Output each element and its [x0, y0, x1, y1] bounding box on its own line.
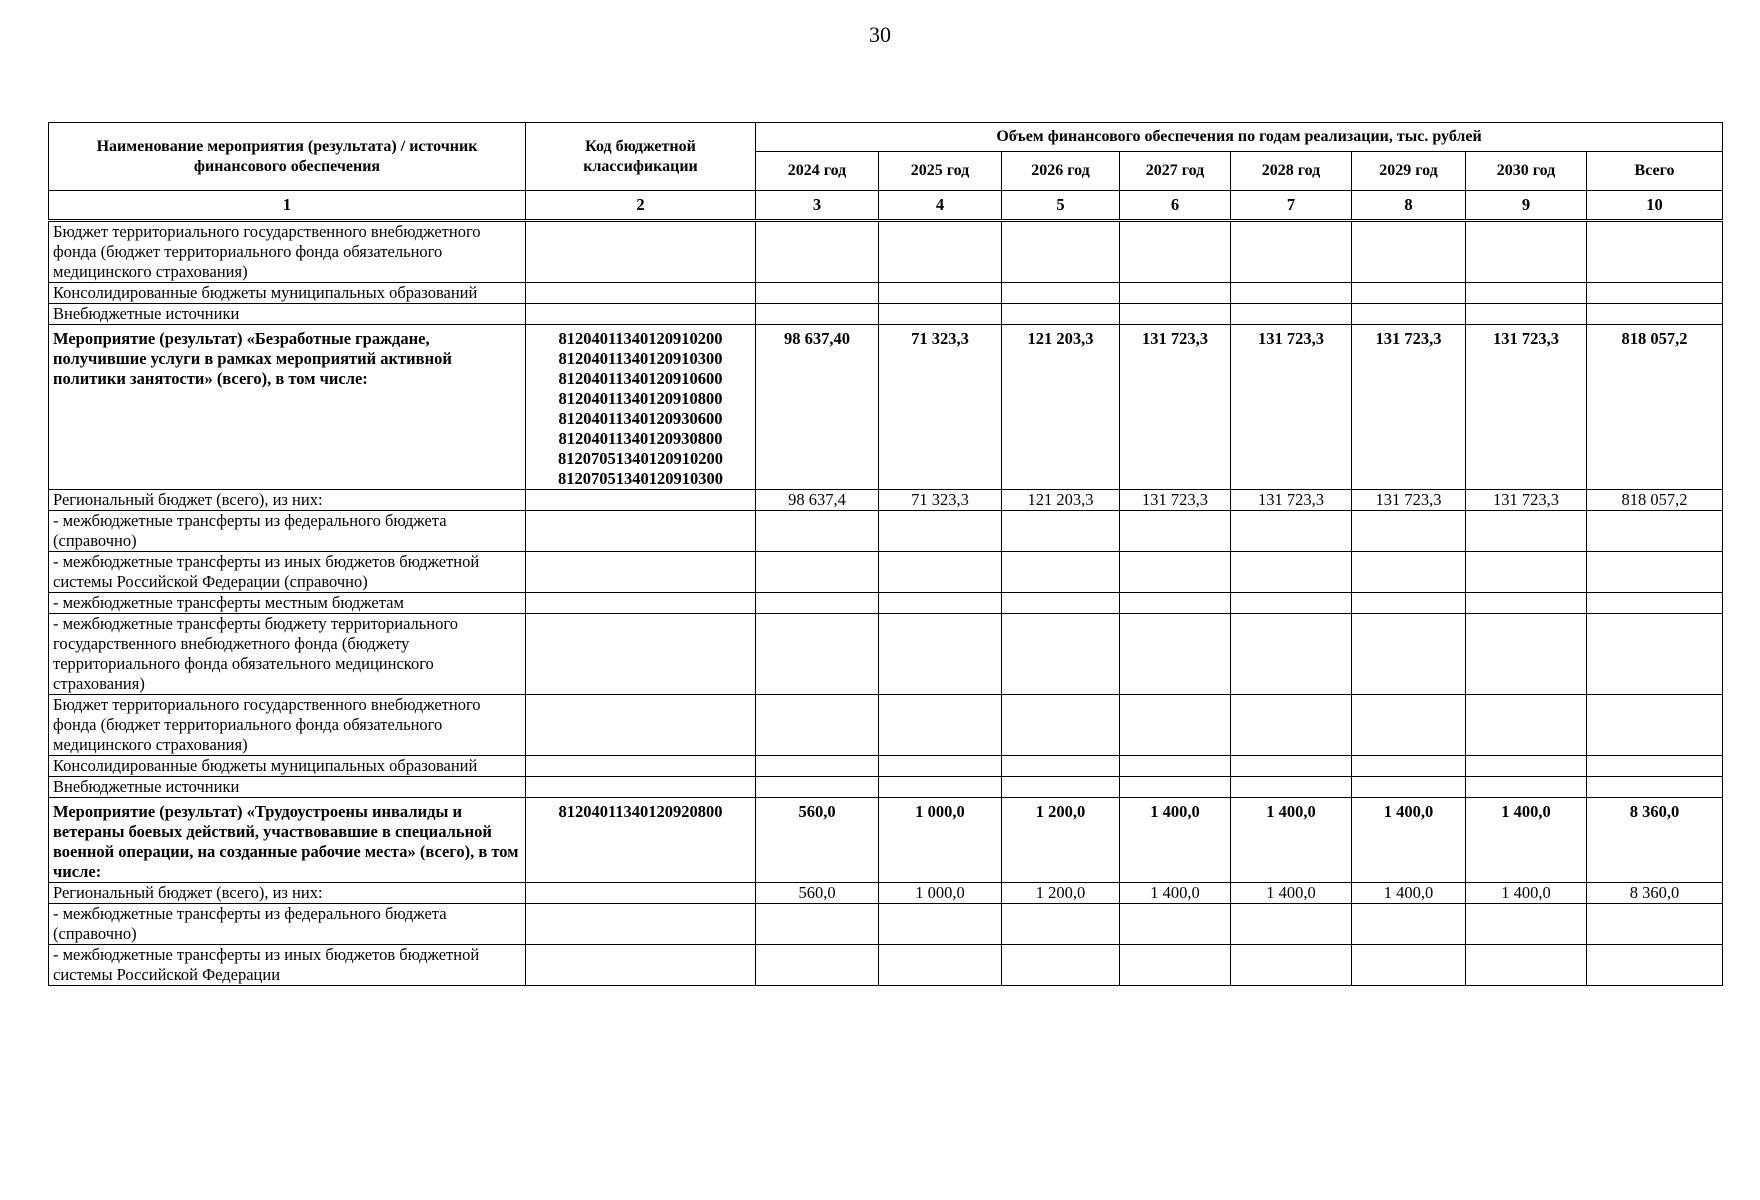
row-value [879, 593, 1002, 614]
column-number: 4 [879, 191, 1002, 221]
row-value [1120, 777, 1231, 798]
row-value: 560,0 [756, 798, 879, 883]
row-name: Консолидированные бюджеты муниципальных образований [49, 283, 526, 304]
row-value: 1 400,0 [1231, 883, 1352, 904]
row-value [1352, 511, 1466, 552]
row-name: - межбюджетные трансферты из иных бюджетов бюджетной системы Российской Федерации [49, 945, 526, 986]
row-value [1352, 283, 1466, 304]
row-value: 98 637,4 [756, 490, 879, 511]
row-code [526, 695, 756, 756]
header-year: 2026 год [1002, 152, 1120, 191]
row-value [1231, 945, 1352, 986]
row-code [526, 945, 756, 986]
row-value: 1 400,0 [1352, 798, 1466, 883]
header-year: 2030 год [1466, 152, 1587, 191]
row-value [1231, 777, 1352, 798]
row-value [756, 777, 879, 798]
table-row [49, 593, 1723, 614]
row-value: 131 723,3 [1120, 325, 1231, 490]
column-number: 3 [756, 191, 879, 221]
header-total: Всего [1587, 152, 1723, 191]
row-value [1002, 221, 1120, 283]
row-value [1120, 552, 1231, 593]
row-value [1002, 614, 1120, 695]
table-row [49, 904, 1723, 945]
row-value [1002, 945, 1120, 986]
financing-table [48, 122, 1723, 986]
row-name: - межбюджетные трансферты из федерального бюджета (справочно) [49, 511, 526, 552]
row-value [756, 304, 879, 325]
table-row [49, 511, 1723, 552]
row-value [1466, 777, 1587, 798]
row-value [1002, 552, 1120, 593]
row-code [526, 777, 756, 798]
row-value [1002, 304, 1120, 325]
row-value [879, 511, 1002, 552]
row-value [1231, 304, 1352, 325]
header-year: 2025 год [879, 152, 1002, 191]
column-numbers-row [49, 191, 1723, 221]
row-code [526, 221, 756, 283]
header-name: Наименование мероприятия (результата) / источник финансового обеспечения [49, 123, 526, 191]
row-name: Мероприятие (результат) «Безработные граждане, получившие услуги в рамках мероприятий активной политики занятости» (всего), в том числе: [49, 325, 526, 490]
row-value [1002, 756, 1120, 777]
row-code [526, 304, 756, 325]
row-value: 1 400,0 [1120, 798, 1231, 883]
measure-row [49, 325, 1723, 490]
row-code [526, 511, 756, 552]
row-value: 1 400,0 [1352, 883, 1466, 904]
row-name: - межбюджетные трансферты из федерального бюджета (справочно) [49, 904, 526, 945]
header-volume: Объем финансового обеспечения по годам реализации, тыс. рублей [756, 123, 1723, 152]
column-number: 9 [1466, 191, 1587, 221]
row-value [1352, 695, 1466, 756]
table-row [49, 283, 1723, 304]
row-value [1231, 283, 1352, 304]
column-number: 2 [526, 191, 756, 221]
row-value [1352, 304, 1466, 325]
row-value [1231, 695, 1352, 756]
row-value [756, 756, 879, 777]
row-total [1587, 614, 1723, 695]
row-value: 131 723,3 [1352, 325, 1466, 490]
row-value [1466, 756, 1587, 777]
table-row [49, 695, 1723, 756]
row-value [879, 304, 1002, 325]
header-year: 2024 год [756, 152, 879, 191]
measure-row [49, 798, 1723, 883]
row-total [1587, 593, 1723, 614]
table-row [49, 221, 1723, 283]
row-value [1466, 904, 1587, 945]
row-value: 1 400,0 [1466, 798, 1587, 883]
table-row [49, 552, 1723, 593]
row-value [756, 614, 879, 695]
row-value [879, 221, 1002, 283]
row-value [1120, 283, 1231, 304]
row-value [756, 904, 879, 945]
row-value: 1 000,0 [879, 798, 1002, 883]
row-value: 1 400,0 [1231, 798, 1352, 883]
table-row [49, 756, 1723, 777]
row-value: 98 637,40 [756, 325, 879, 490]
row-value: 131 723,3 [1231, 490, 1352, 511]
row-code [526, 283, 756, 304]
row-value [1352, 777, 1466, 798]
row-value: 131 723,3 [1466, 490, 1587, 511]
row-value [1120, 614, 1231, 695]
row-value: 560,0 [756, 883, 879, 904]
row-value [1466, 511, 1587, 552]
row-name: - межбюджетные трансферты местным бюджетам [49, 593, 526, 614]
row-value: 1 000,0 [879, 883, 1002, 904]
header-year: 2027 год [1120, 152, 1231, 191]
row-value [1231, 552, 1352, 593]
row-value: 1 200,0 [1002, 798, 1120, 883]
header-year: 2028 год [1231, 152, 1352, 191]
row-value [1002, 777, 1120, 798]
table-row [49, 777, 1723, 798]
row-name: - межбюджетные трансферты из иных бюджетов бюджетной системы Российской Федерации (справочно) [49, 552, 526, 593]
row-value [1231, 593, 1352, 614]
row-value [1352, 904, 1466, 945]
row-value: 131 723,3 [1352, 490, 1466, 511]
row-value [1120, 511, 1231, 552]
row-value [879, 945, 1002, 986]
page-number: 30 [869, 22, 891, 47]
table-row [49, 614, 1723, 695]
row-value [1231, 904, 1352, 945]
row-value [1352, 756, 1466, 777]
row-value [1231, 221, 1352, 283]
row-total [1587, 304, 1723, 325]
row-value [1002, 283, 1120, 304]
row-value [879, 695, 1002, 756]
header-year: 2029 год [1352, 152, 1466, 191]
row-value: 131 723,3 [1466, 325, 1587, 490]
row-value: 1 200,0 [1002, 883, 1120, 904]
row-value [756, 945, 879, 986]
row-value [756, 593, 879, 614]
row-code [526, 593, 756, 614]
column-number: 5 [1002, 191, 1120, 221]
row-value [1466, 283, 1587, 304]
row-total [1587, 511, 1723, 552]
row-value [756, 221, 879, 283]
table-row [49, 490, 1723, 511]
row-value [1231, 756, 1352, 777]
row-value [1466, 221, 1587, 283]
row-total: 8 360,0 [1587, 798, 1723, 883]
row-total [1587, 945, 1723, 986]
row-value [756, 283, 879, 304]
row-value [1120, 695, 1231, 756]
row-value: 1 400,0 [1120, 883, 1231, 904]
row-value: 131 723,3 [1120, 490, 1231, 511]
header-code: Код бюджетной классификации [526, 123, 756, 191]
row-total [1587, 283, 1723, 304]
row-name: Внебюджетные источники [49, 777, 526, 798]
row-value [1352, 945, 1466, 986]
row-total: 818 057,2 [1587, 325, 1723, 490]
row-code: 81204011340120920800 [526, 798, 756, 883]
row-value [756, 511, 879, 552]
row-value [1002, 695, 1120, 756]
row-value [1466, 593, 1587, 614]
row-total [1587, 777, 1723, 798]
row-value [879, 552, 1002, 593]
row-value [1120, 904, 1231, 945]
column-number: 1 [49, 191, 526, 221]
row-name: Бюджет территориального государственного внебюджетного фонда (бюджет территориального фонда обязательного медицинского страхования) [49, 695, 526, 756]
row-value [1352, 552, 1466, 593]
row-total [1587, 552, 1723, 593]
row-name: Региональный бюджет (всего), из них: [49, 883, 526, 904]
row-total: 8 360,0 [1587, 883, 1723, 904]
row-name: - межбюджетные трансферты бюджету территориального государственного внебюджетного фонда (бюджету территориального фонда обязательного медицинского страхования) [49, 614, 526, 695]
row-value: 71 323,3 [879, 325, 1002, 490]
table-row [49, 945, 1723, 986]
row-value [1120, 221, 1231, 283]
row-code [526, 756, 756, 777]
row-value [756, 552, 879, 593]
row-value [1466, 695, 1587, 756]
row-code [526, 883, 756, 904]
row-value [1120, 756, 1231, 777]
row-value [1352, 593, 1466, 614]
row-value [1120, 593, 1231, 614]
row-code [526, 614, 756, 695]
row-value: 121 203,3 [1002, 325, 1120, 490]
row-code [526, 552, 756, 593]
row-value: 121 203,3 [1002, 490, 1120, 511]
row-value [879, 756, 1002, 777]
row-value [1231, 614, 1352, 695]
row-value [879, 283, 1002, 304]
row-value [1466, 945, 1587, 986]
row-value [1352, 614, 1466, 695]
row-value [1352, 221, 1466, 283]
row-name: Консолидированные бюджеты муниципальных образований [49, 756, 526, 777]
row-name: Внебюджетные источники [49, 304, 526, 325]
row-name: Бюджет территориального государственного внебюджетного фонда (бюджет территориального фонда обязательного медицинского страхования) [49, 221, 526, 283]
column-number: 10 [1587, 191, 1723, 221]
row-value [1002, 904, 1120, 945]
row-value: 131 723,3 [1231, 325, 1352, 490]
row-code: 81204011340120910200 81204011340120910300 81204011340120910600 81204011340120910800 81204011340120930600 81204011340120930800 81207051340120910200 81207051340120910300 [526, 325, 756, 490]
row-total: 818 057,2 [1587, 490, 1723, 511]
column-number: 8 [1352, 191, 1466, 221]
row-value [756, 695, 879, 756]
row-total [1587, 221, 1723, 283]
row-name: Мероприятие (результат) «Трудоустроены инвалиды и ветераны боевых действий, участвовавшие в специальной военной операции, на созданные рабочие места» (всего), в том числе: [49, 798, 526, 883]
row-value [1002, 593, 1120, 614]
row-value [1231, 511, 1352, 552]
row-value [1466, 304, 1587, 325]
column-number: 7 [1231, 191, 1352, 221]
row-value [879, 904, 1002, 945]
row-value [1466, 614, 1587, 695]
row-value [1120, 945, 1231, 986]
row-value [1466, 552, 1587, 593]
row-total [1587, 695, 1723, 756]
row-total [1587, 904, 1723, 945]
table-row [49, 304, 1723, 325]
row-value: 1 400,0 [1466, 883, 1587, 904]
row-value [879, 777, 1002, 798]
row-value [1002, 511, 1120, 552]
column-number: 6 [1120, 191, 1231, 221]
row-name: Региональный бюджет (всего), из них: [49, 490, 526, 511]
row-value [1120, 304, 1231, 325]
table-row [49, 883, 1723, 904]
row-code [526, 904, 756, 945]
row-value [879, 614, 1002, 695]
row-total [1587, 756, 1723, 777]
row-code [526, 490, 756, 511]
row-value: 71 323,3 [879, 490, 1002, 511]
